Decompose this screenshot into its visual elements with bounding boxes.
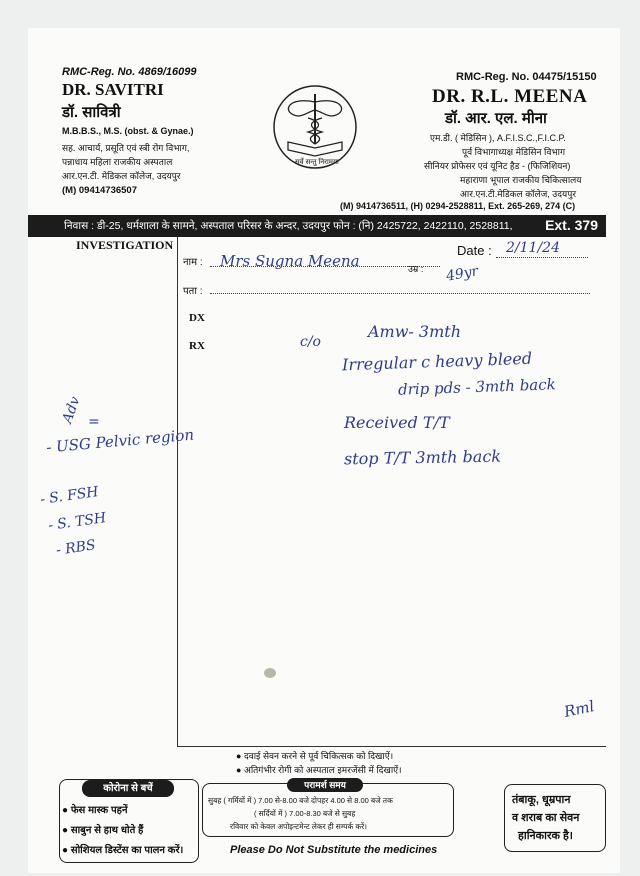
note-1: ● दवाई सेवन करने से पूर्व चिकित्सक को दिखाऐं।: [236, 751, 394, 761]
left-doctor-line1: सह. आचार्य, प्रसूति एवं स्त्री रोग विभाग,: [62, 143, 190, 153]
right-doctor-line3: महाराणा भूपाल राजकीय चिकित्सालय: [460, 175, 582, 185]
name-label: नाम :: [183, 257, 203, 268]
patient-name-handwritten: Mrs Sugna Meena: [220, 252, 360, 270]
complaint-prefix: c/o: [300, 334, 321, 350]
corona-item-2: ● साबुन से हाथ धोते हैं: [62, 825, 144, 836]
note-2-text: अतिगंभीर रोगी को अस्पताल इमरजेंसी में दिखाऐं।: [243, 765, 402, 775]
logo-motto: सर्वे सन्तु निरामया: [295, 159, 339, 166]
doctor-signature: Rml: [562, 697, 596, 721]
rx-label: RX: [189, 340, 205, 352]
extension-number: Ext. 379: [545, 217, 598, 233]
complaint-line-3: drip pds - 3mth back: [397, 375, 556, 399]
complaint-line-1: Amw- 3mth: [368, 322, 461, 341]
address-band: [28, 215, 606, 237]
consult-title: परामर्श समय: [287, 778, 363, 792]
complaint-line-2: Irregular c heavy bleed: [341, 348, 533, 375]
corona-item-1-text: फेस मास्क पहनें: [70, 805, 128, 816]
complaint-line-5: stop T/T 3mth back: [343, 446, 502, 469]
right-doctor-line4: आर.एन.टी.मेडिकल कॉलेज, उदयपुर: [460, 189, 577, 199]
consult-line-1: सुबह ( गर्मियों में ) 7.00 से-8.00 बजे दोपहर 4.00 से 8.00 बजे तक: [208, 796, 393, 805]
date-handwritten: 2/11/24: [506, 240, 560, 256]
paper-stain: [264, 668, 276, 678]
notes-divider: [178, 746, 606, 747]
note-2: ● अतिगंभीर रोगी को अस्पताल इमरजेंसी में दिखाऐं।: [236, 765, 402, 775]
left-doctor-name-en: DR. SAVITRI: [62, 80, 164, 99]
patient-age-handwritten: 49yr: [444, 263, 480, 285]
right-doctor-name-hi: डॉ. आर. एल. मीना: [445, 110, 547, 127]
note-1-text: दवाई सेवन करने से पूर्व चिकित्सक को दिखाऐं।: [243, 751, 394, 761]
right-doctor-line2: सीनियर प्रोफेसर एवं यूनिट हैड - (फिजिशियन): [424, 161, 571, 171]
right-doctor-line1: पूर्व विभागाध्यक्ष मेडिसिन विभाग: [462, 147, 566, 157]
advice-equals: =: [88, 414, 100, 430]
left-doctor-mobile: (M) 09414736507: [62, 185, 137, 196]
left-doctor-line2: पन्नाधाय महिला राजकीय अस्पताल: [62, 157, 173, 167]
date-line: [496, 257, 588, 258]
corona-item-1: ● फेस मास्क पहनें: [62, 805, 128, 816]
corona-title: कोरोना से बचें: [82, 780, 174, 797]
corona-item-3-text: सोशियल डिस्टेंस का पालन करें।: [70, 845, 184, 856]
address-label: पता :: [183, 286, 203, 297]
left-doctor-name-hi: डॉ. सावित्री: [62, 104, 121, 121]
tobacco-line-2: व शराब का सेवन: [512, 812, 580, 824]
investigation-rbs: - RBS: [55, 537, 97, 559]
investigation-label: INVESTIGATION: [76, 238, 174, 252]
investigation-fsh: - S. FSH: [39, 483, 100, 509]
tobacco-line-3: हानिकारक है।: [518, 830, 573, 842]
consult-line-3: रविवार को केवल अपोइन्टमेन्ट लेकर ही सम्पर्क करें।: [230, 822, 368, 831]
complaint-line-4: Received T/T: [344, 413, 450, 432]
advice-label: Adv: [59, 394, 84, 426]
right-doctor-reg: RMC-Reg. No. 04475/15150: [456, 71, 597, 83]
dx-label: DX: [189, 312, 205, 324]
right-doctor-name-en: DR. R.L. MEENA: [432, 86, 588, 107]
investigation-usg: - USG Pelvic region: [45, 425, 195, 457]
left-doctor-reg: RMC-Reg. No. 4869/16099: [62, 66, 197, 78]
column-divider: [177, 237, 178, 747]
footer-note: Please Do Not Substitute the medicines: [230, 844, 438, 856]
right-doctor-phones: (M) 9414736511, (H) 0294-2528811, Ext. 265-269, 274 (C): [340, 201, 576, 211]
left-doctor-line3: आर.एन.टी. मेडिकल कॉलेज, उदयपुर: [62, 171, 181, 181]
investigation-tsh: - S. TSH: [47, 510, 108, 534]
age-label: उम्र :: [408, 264, 424, 274]
tobacco-line-1: तंबाकू, धूम्रपान: [512, 794, 571, 806]
address-text: निवास : डी-25, धर्मशाला के सामने, अस्पताल परिसर के अन्दर, उदयपुर फोन : (नि) 2425722, 2422110, 2528811,: [64, 220, 513, 232]
date-label: Date :: [457, 243, 492, 258]
consult-line-2: ( सर्दियों में ) 7.00-8.30 बजे से सुबह: [254, 809, 356, 818]
corona-item-2-text: साबुन से हाथ धोते हैं: [70, 825, 144, 836]
right-doctor-degrees: एम.डी. ( मेडिसिन ), A.F.I.S.C.,F.I.C.P.: [430, 133, 566, 143]
left-doctor-degrees: M.B.B.S., M.S. (obst. & Gynae.): [62, 126, 194, 136]
corona-item-3: ● सोशियल डिस्टेंस का पालन करें।: [62, 845, 184, 856]
address-line: [210, 293, 590, 294]
